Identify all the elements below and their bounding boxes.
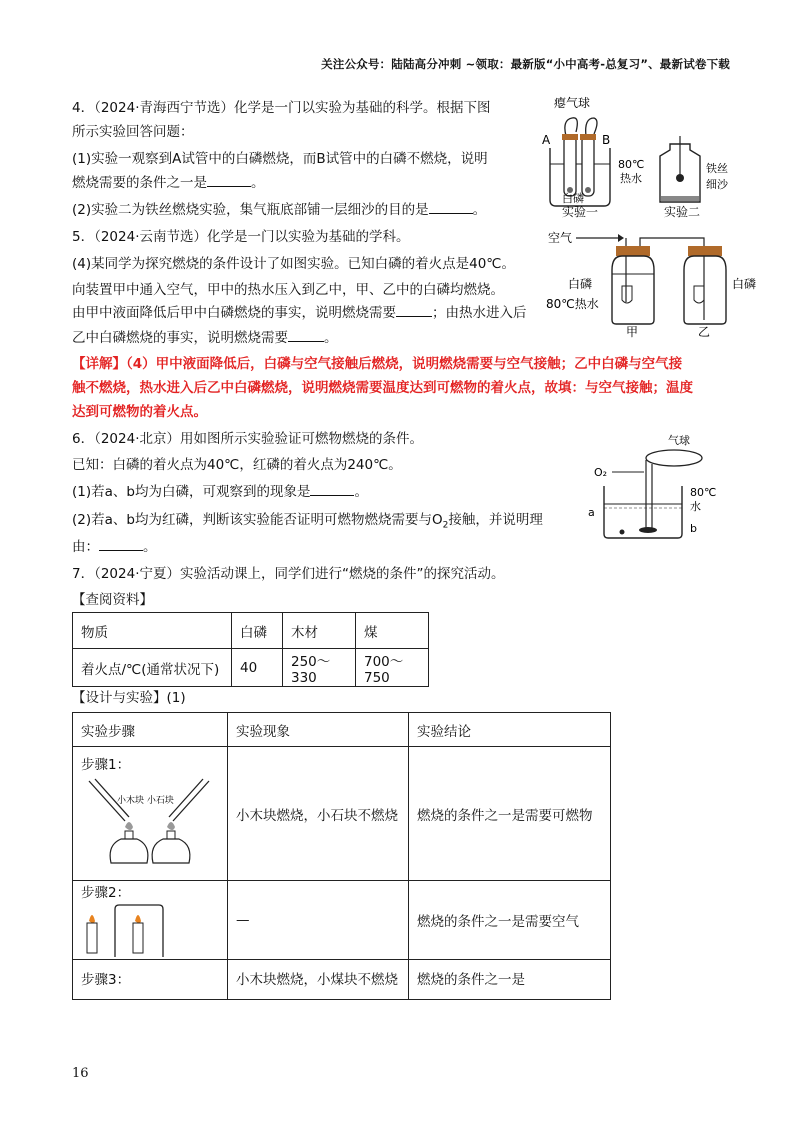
sample-b: [639, 527, 657, 533]
table-row: [73, 649, 429, 687]
answer-blank[interactable]: [396, 303, 432, 317]
tongs-right-icon-2: [169, 779, 203, 817]
q6-line3-pre: (1)若a、b均为白磷，可观察到的现象是: [72, 484, 311, 500]
answer-blank[interactable]: [429, 200, 473, 214]
o2-formula: $O_2$: [431, 512, 449, 531]
table-cell: 700～750: [356, 649, 429, 687]
q5-detail-line3: 达到可燃物的着火点。: [72, 404, 207, 420]
q5-line5-pre: 乙中白磷燃烧的事实，说明燃烧需要: [72, 330, 288, 346]
q4-line5-post: 。: [472, 202, 487, 218]
table-cell: 步骤3：: [73, 960, 228, 1000]
fig-hot-water-label: 80℃热水: [546, 297, 599, 311]
q7-line1: 7．（2024·宁夏）实验活动课上，同学们进行“燃烧的条件”的探究活动。: [72, 566, 505, 582]
fig-a-label: A: [542, 133, 551, 147]
fig-yi-label: 乙: [698, 325, 711, 339]
table-cell: 燃烧的条件之一是: [409, 960, 611, 1000]
balloon-icon: [646, 450, 702, 466]
stopper-jia: [616, 246, 650, 256]
answer-blank[interactable]: [310, 482, 354, 496]
fig-b-label: B: [602, 133, 611, 147]
tongs-right-icon: [173, 781, 209, 821]
phosphorus-b: [585, 187, 591, 193]
q4-line4-pre: 燃烧需要的条件之一是: [72, 175, 207, 191]
q4-line1: 4．（2024·青海西宁节选）化学是一门以实验为基础的科学。根据下图: [72, 100, 491, 116]
q6-line3: [72, 482, 368, 502]
stopper-yi: [688, 246, 722, 256]
spark-icon: [676, 174, 684, 182]
q4-figure: [540, 92, 740, 220]
answer-blank[interactable]: [99, 537, 143, 551]
fig-water-label: 热水: [620, 172, 642, 185]
sample-a: [620, 530, 625, 535]
detail-text: （4）甲中液面降低后，白磷与空气接触后燃烧，说明燃烧需要与空气接触；乙中白磷与空气接: [126, 356, 683, 372]
step-label: 步骤1：: [81, 757, 131, 773]
table-cell: —: [228, 881, 409, 960]
arrow-head-icon: [618, 234, 624, 242]
alcohol-lamp-left-icon: [110, 839, 148, 863]
phos-cup-jia: [622, 286, 632, 303]
table-cell: 物质: [73, 613, 232, 649]
q5-line4: [72, 303, 527, 323]
step2-figure: [81, 901, 167, 959]
table-cell: 小木块燃烧，小煤块不燃烧: [228, 960, 409, 1000]
q4-line3: (1)实验一观察到A试管中的白磷燃烧，而B试管中的白磷不燃烧，说明: [72, 151, 488, 167]
q6-line5-pre: 由：: [72, 539, 99, 555]
table-row: [73, 960, 611, 1000]
q7-design-title: 【设计与实验】(1): [72, 690, 186, 706]
fig-a-label: a: [588, 506, 595, 519]
alcohol-lamp-right-icon: [152, 839, 190, 863]
q4-line4: [72, 173, 265, 193]
q6-line4-pre: (2)若a、b均为红磷，判断该实验能否证明可燃物燃烧需要与: [72, 512, 432, 528]
table-cell: 木材: [283, 613, 356, 649]
q7-ref-title: 【查阅资料】: [72, 592, 153, 608]
table-cell: 燃烧的条件之一是需要空气: [409, 881, 611, 960]
step1-figure: [81, 773, 217, 869]
table-row: [73, 613, 429, 649]
candle-icon: [133, 923, 143, 953]
table-cell: 着火点/℃(通常状况下): [73, 649, 232, 687]
answer-blank[interactable]: [288, 328, 324, 342]
q6-line4-post: 接触，并说明理: [448, 512, 543, 528]
fig-exp1-label: 实验一: [562, 205, 599, 219]
step-label: 步骤2：: [81, 885, 131, 901]
column-header: 实验步骤: [73, 713, 228, 747]
fig-label: 小木块 小石块: [117, 796, 174, 806]
flame-icon: [135, 915, 141, 923]
q6-line2: 已知：白磷的着火点为40℃，红磷的着火点为240℃。: [72, 457, 402, 473]
fig-temp-label: 80℃: [618, 158, 645, 171]
column-header: 实验结论: [409, 713, 611, 747]
answer-blank[interactable]: [207, 173, 251, 187]
q6-line3-post: 。: [354, 484, 368, 500]
fig-phos-right-label: 白磷: [732, 277, 757, 291]
wick-right: [167, 831, 175, 839]
fig-phos-left-label: 白磷: [568, 277, 593, 291]
balloon-a-icon: [565, 118, 577, 136]
q6-line1: 6．（2024·北京）用如图所示实验验证可燃物燃烧的条件。: [72, 431, 423, 447]
q4-line5-pre: (2)实验二为铁丝燃烧实验，集气瓶底部铺一层细沙的目的是: [72, 202, 429, 218]
ref-table: [72, 612, 429, 687]
phos-cup-yi: [694, 286, 704, 303]
table-cell: 白磷: [232, 613, 283, 649]
flame-right-icon: [167, 822, 175, 830]
detail-label: 【详解】: [72, 356, 126, 372]
table-header-row: [73, 713, 611, 747]
q5-line3: 向装置甲中通入空气，甲中的热水压入到乙中，甲、乙中的白磷均燃烧。: [72, 282, 504, 298]
sand-layer: [661, 196, 699, 201]
q5-line1: 5．（2024·云南节选）化学是一门以实验为基础的学科。: [72, 229, 410, 245]
fig-water-label: 水: [690, 500, 701, 513]
fig-temp-label: 80℃: [690, 486, 717, 499]
page-number: 16: [72, 1066, 89, 1081]
fig-b-label: b: [690, 522, 697, 535]
stopper-b: [580, 134, 596, 140]
fig-iron-label: 铁丝: [706, 162, 728, 175]
stopper-a: [562, 134, 578, 140]
candle-icon: [87, 923, 97, 953]
q5-figure: [530, 224, 770, 340]
table-cell: 250～330: [283, 649, 356, 687]
q6-line5-post: 。: [143, 539, 157, 555]
table-cell: [73, 881, 228, 960]
q5-detail-line1: [72, 354, 682, 374]
experiment-table: [72, 712, 611, 1000]
table-cell: 燃烧的条件之一是需要可燃物: [409, 747, 611, 881]
fig-jia-label: 甲: [626, 325, 639, 339]
fig-air-label: 空气: [548, 231, 573, 245]
page-header: 关注公众号：陆陆高分冲刺 ~领取：最新版“小中高考-总复习”、最新试卷下载: [321, 57, 730, 71]
table-cell: [73, 747, 228, 881]
q5-line4-pre: 由甲中液面降低后甲中白磷燃烧的事实，说明燃烧需要: [72, 305, 396, 321]
q5-line4-mid: ；由热水进入后: [432, 305, 527, 321]
balloon-b-icon: [586, 118, 597, 136]
q5-line2: (4)某同学为探究燃烧的条件设计了如图实验。已知白磷的着火点是40℃。: [72, 256, 515, 272]
q5-line5: [72, 328, 338, 348]
flame-icon: [89, 915, 95, 923]
fig-o2-label: O₂: [594, 466, 608, 479]
fig-exp2-label: 实验二: [664, 205, 701, 219]
flame-left-icon: [125, 822, 133, 830]
wick-left: [125, 831, 133, 839]
table-row: [73, 881, 611, 960]
q6-figure: [582, 432, 752, 544]
bottle-jia-icon: [612, 256, 654, 324]
table-cell: 小木块燃烧，小石块不燃烧: [228, 747, 409, 881]
fig-balloon-label: 瘪气球: [554, 96, 591, 110]
q5-detail-line2: 触不燃烧，热水进入后乙中白磷燃烧，说明燃烧需要温度达到可燃物的着火点，故填：与空气接触；温度: [72, 380, 693, 396]
q6-line4: [72, 510, 543, 536]
fig-balloon-label: 气球: [668, 434, 690, 447]
fig-sand-label: 细沙: [706, 178, 728, 191]
q4-line4-post: 。: [251, 175, 265, 191]
q4-line2: 所示实验回答问题：: [72, 124, 194, 140]
q4-line5: [72, 200, 486, 220]
q6-line5: [72, 537, 157, 557]
table-row: [73, 747, 611, 881]
table-cell: 煤: [356, 613, 429, 649]
bottle-yi-icon: [684, 256, 726, 324]
column-header: 实验现象: [228, 713, 409, 747]
fig-phos-label: 白磷: [562, 192, 584, 205]
q5-line5-post: 。: [324, 330, 338, 346]
table-cell: 40: [232, 649, 283, 687]
